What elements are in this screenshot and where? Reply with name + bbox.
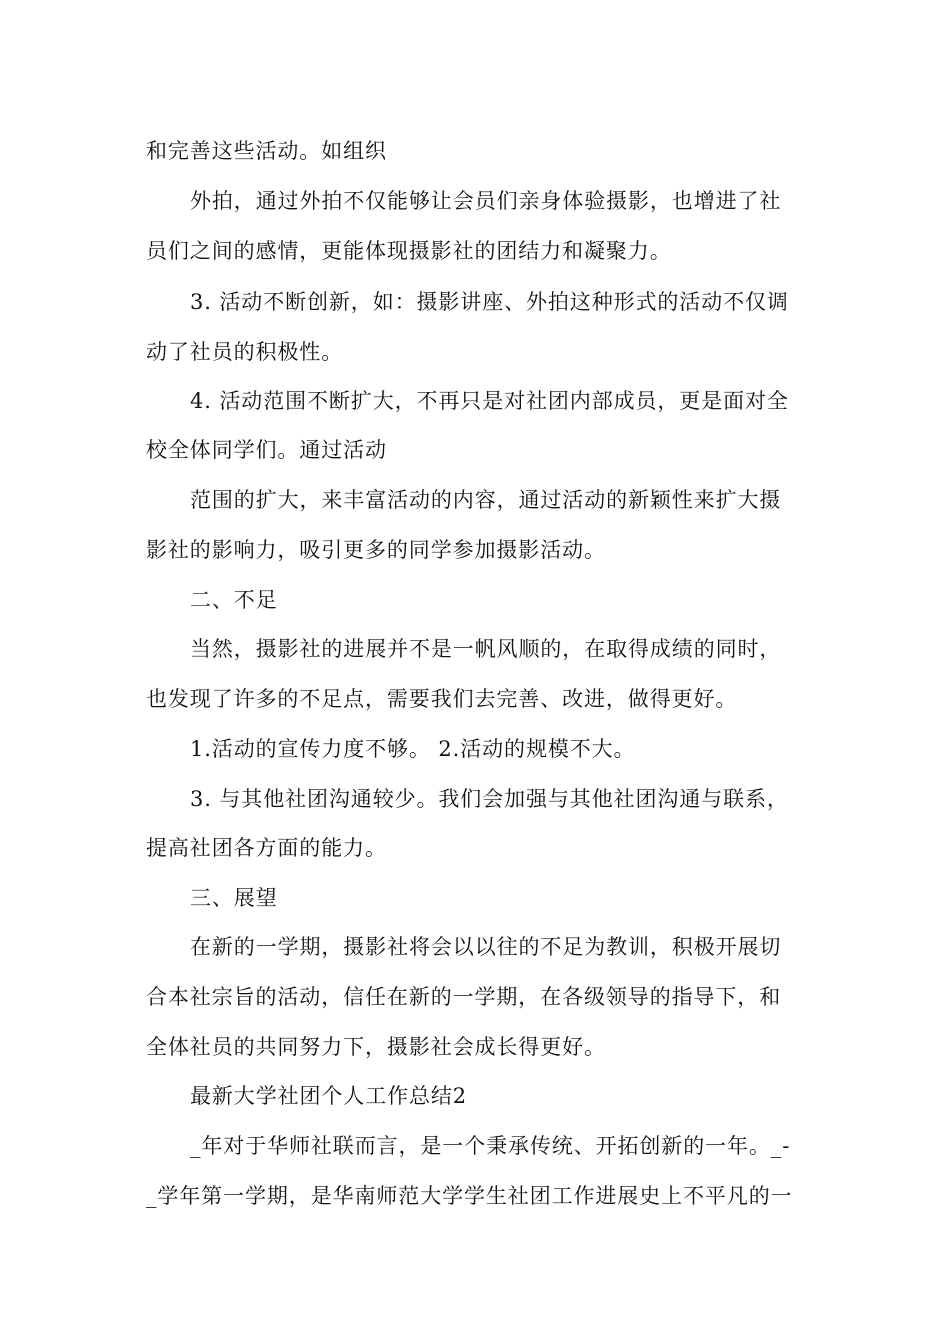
text-line: 全体社员的共同努力下，摄影社会成长得更好。: [146, 1035, 606, 1059]
text-line: 和完善这些活动。如组织: [146, 139, 387, 163]
text-line: 员们之间的感情，更能体现摄影社的团结力和凝聚力。: [146, 239, 672, 263]
section-heading: 二、不足: [190, 588, 278, 612]
text-line: 动了社员的积极性。: [146, 340, 344, 364]
text-line: 也发现了许多的不足点，需要我们去完善、改进，做得更好。: [146, 687, 738, 711]
text-line: 影社的影响力，吸引更多的同学参加摄影活动。: [146, 538, 606, 562]
text-line: _年对于华师社联而言，是一个秉承传统、开拓创新的一年。_-: [190, 1134, 791, 1158]
text-line: 1.活动的宣传力度不够。 2.活动的规模不大。: [190, 737, 636, 761]
text-line: _学年第一学期，是华南师范大学学生社团工作进展史上不平凡的一: [146, 1184, 793, 1208]
text-line: 外拍，通过外拍不仅能够让会员们亲身体验摄影，也增进了社: [190, 189, 782, 213]
text-line: 当然，摄影社的进展并不是一帆风顺的，在取得成绩的同时，: [190, 637, 782, 661]
section-heading: 三、展望: [190, 886, 278, 910]
text-line: 3. 与其他社团沟通较少。我们会加强与其他社团沟通与联系，: [190, 787, 789, 811]
text-line: 提高社团各方面的能力。: [146, 836, 387, 860]
article-title: 最新大学社团个人工作总结2: [190, 1084, 468, 1108]
text-line: 3. 活动不断创新，如：摄影讲座、外拍这种形式的活动不仅调: [190, 290, 789, 314]
text-line: 范围的扩大，来丰富活动的内容，通过活动的新颖性来扩大摄: [190, 488, 782, 512]
text-line: 合本社宗旨的活动，信任在新的一学期，在各级领导的指导下，和: [146, 985, 782, 1009]
text-line: 校全体同学们。通过活动: [146, 438, 387, 462]
text-line: 在新的一学期，摄影社将会以以往的不足为教训，积极开展切: [190, 935, 782, 959]
text-line: 4. 活动范围不断扩大，不再只是对社团内部成员，更是面对全: [190, 389, 789, 413]
